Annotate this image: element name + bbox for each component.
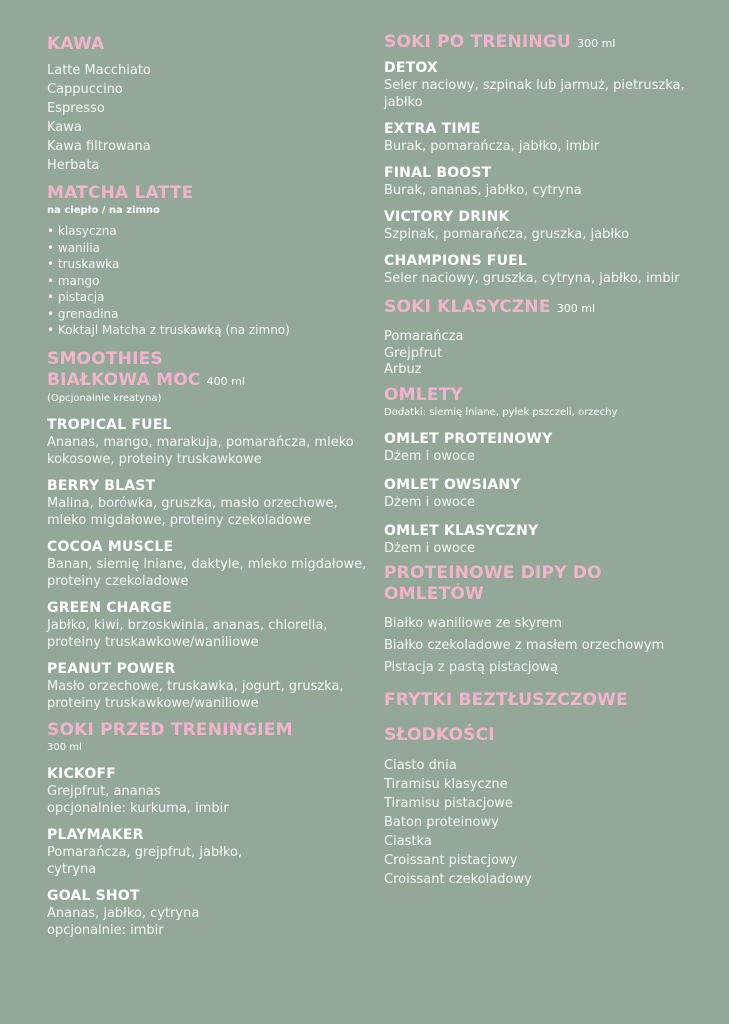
list-item xyxy=(384,165,704,199)
list-item xyxy=(384,121,704,155)
section-title: FRYTKI BEZTŁUSZCZOWE xyxy=(384,689,628,710)
item-desc: Malina, borówka, gruszka, masło orzechowe, mleko migdałowe, proteiny czekoladowe xyxy=(47,495,338,528)
list-item: Baton proteinowy xyxy=(384,814,499,830)
list-item xyxy=(47,766,377,817)
list-item: Grejpfrut xyxy=(384,345,443,361)
dipy-list xyxy=(384,615,704,676)
section-title: KAWA xyxy=(47,34,105,54)
list-item: Herbata xyxy=(47,158,100,173)
section-title-secondary xyxy=(47,370,377,392)
list-item xyxy=(384,523,704,557)
list-item xyxy=(384,60,704,111)
item-name: COCOA MUSCLE xyxy=(47,538,174,555)
item-name: OMLET KLASYCZNY xyxy=(384,522,539,539)
section-title-text: BIAŁKOWA MOC xyxy=(47,369,201,390)
list-item xyxy=(47,478,377,529)
list-item xyxy=(384,477,704,511)
volume-label: 400 ml xyxy=(206,374,245,388)
item-name: TROPICAL FUEL xyxy=(47,416,172,433)
item-desc: Jabłko, kiwi, brzoskwinia, ananas, chlorella, proteiny truskawkowe/waniliowe xyxy=(47,617,328,650)
volume-label: 300 ml xyxy=(47,741,82,753)
list-item: Croissant czekoladowy xyxy=(384,871,532,887)
section-soki-przed xyxy=(47,720,377,939)
item-desc: Ananas, mango, marakuja, pomarańcza, mleko kokosowe, proteiny truskawkowe xyxy=(47,434,354,467)
list-item: • grenadina xyxy=(47,306,119,321)
section-dipy xyxy=(384,563,704,676)
section-soki-klasyczne xyxy=(384,297,704,379)
section-title-row xyxy=(384,32,704,54)
smoothies-list xyxy=(47,417,377,712)
list-item: • wanilia xyxy=(47,240,101,255)
item-name: KICKOFF xyxy=(47,765,116,782)
section-subtitle: na ciepło / na zimno xyxy=(47,205,160,216)
item-desc: Ananas, jabłko, cytryna xyxy=(47,905,200,921)
item-name: DETOX xyxy=(384,60,438,76)
item-desc: Dżem i owoce xyxy=(384,494,476,510)
item-name: VICTORY DRINK xyxy=(384,209,510,225)
list-item xyxy=(47,827,377,878)
volume-label: 300 ml xyxy=(577,37,616,50)
left-column xyxy=(47,32,377,949)
list-item: • truskawka xyxy=(47,257,120,271)
item-name: OMLET OWSIANY xyxy=(384,476,521,493)
list-item: Pistacja z pastą pistacjową xyxy=(384,659,559,675)
list-item xyxy=(47,539,377,590)
list-item xyxy=(384,253,704,287)
item-desc: Seler naciowy, szpinak lub jarmuż, pietruszka, jabłko xyxy=(384,78,685,110)
item-desc: Burak, ananas, jabłko, cytryna xyxy=(384,183,582,198)
item-desc: Seler naciowy, gruszka, cytryna, jabłko, imbir xyxy=(384,271,680,286)
list-item xyxy=(47,888,377,939)
item-name: EXTRA TIME xyxy=(384,121,481,137)
list-item: Tiramisu klasyczne xyxy=(384,776,508,792)
section-title: MATCHA LATTE xyxy=(47,183,194,203)
item-name: PEANUT POWER xyxy=(47,660,176,677)
item-name: BERRY BLAST xyxy=(47,477,156,494)
section-note: (Opcjonalnie kreatyna) xyxy=(47,392,162,404)
list-item: • pistacja xyxy=(47,290,105,304)
list-item: • Koktajl Matcha z truskawką (na zimno) xyxy=(47,323,290,337)
item-desc-optional: opcjonalnie: kurkuma, imbir xyxy=(47,800,229,816)
section-matcha xyxy=(47,183,377,339)
section-title: SMOOTHIES xyxy=(47,348,163,369)
item-desc: Burak, pomarańcza, jabłko, imbir xyxy=(384,139,600,154)
item-desc: Pomarańcza, grejpfrut, jabłko, cytryna xyxy=(47,844,243,877)
item-desc: Dżem i owoce xyxy=(384,448,476,464)
item-name: GOAL SHOT xyxy=(47,887,140,904)
section-omlety xyxy=(384,385,704,557)
item-name: PLAYMAKER xyxy=(47,826,144,843)
list-item: Ciastka xyxy=(384,833,432,849)
list-item: Espresso xyxy=(47,101,105,116)
list-item: Kawa xyxy=(47,120,82,135)
item-desc: Masło orzechowe, truskawka, jogurt, gruszka, proteiny truskawkowe/waniliowe xyxy=(47,678,344,711)
item-name: FINAL BOOST xyxy=(384,165,492,181)
list-item: • klasyczna xyxy=(47,224,117,238)
section-kawa xyxy=(47,34,377,175)
section-soki-po xyxy=(384,32,704,287)
item-desc: Banan, siemię lniane, daktyle, mleko migdałowe, proteiny czekoladowe xyxy=(47,556,367,589)
item-name: CHAMPIONS FUEL xyxy=(384,253,528,269)
item-name: OMLET PROTEINOWY xyxy=(384,430,553,447)
section-note: Dodatki: siemię lniane, pyłek pszczeli, orzechy xyxy=(384,406,618,418)
list-item: Białko waniliowe ze skyrem xyxy=(384,615,562,631)
soki-po-list xyxy=(384,60,704,287)
list-item: Cappuccino xyxy=(47,82,123,97)
item-desc: Dżem i owoce xyxy=(384,540,476,556)
list-item: Ciasto dnia xyxy=(384,757,457,773)
list-item: Tiramisu pistacjowe xyxy=(384,795,513,811)
list-item xyxy=(384,209,704,243)
section-frytki xyxy=(384,690,704,711)
item-desc: Grejpfrut, ananas xyxy=(47,783,161,799)
list-item xyxy=(47,661,377,712)
kawa-list xyxy=(47,61,377,175)
list-item xyxy=(384,431,704,465)
list-item: Białko czekoladowe z masłem orzechowym xyxy=(384,637,665,653)
matcha-list xyxy=(47,223,377,339)
section-title: SOKI PRZED TRENINGIEM xyxy=(47,719,293,740)
list-item: Croissant pistacjowy xyxy=(384,852,518,868)
section-smoothies xyxy=(47,349,377,712)
list-item: Pomarańcza xyxy=(384,329,464,344)
omlety-list xyxy=(384,431,704,557)
section-title-row xyxy=(384,297,704,319)
right-column xyxy=(384,32,704,889)
section-title: OMLETY xyxy=(384,384,463,405)
list-item xyxy=(47,417,377,468)
item-desc: Szpinak, pomarańcza, gruszka, jabłko xyxy=(384,227,630,242)
soki-przed-list xyxy=(47,766,377,939)
section-title: SOKI PO TRENINGU xyxy=(384,32,571,52)
section-title: SOKI KLASYCZNE xyxy=(384,297,551,317)
list-item xyxy=(47,600,377,651)
list-item: Kawa filtrowana xyxy=(47,139,151,154)
list-item: Latte Macchiato xyxy=(47,63,151,78)
section-slodkosci xyxy=(384,725,704,889)
volume-label: 300 ml xyxy=(556,302,596,315)
item-desc-optional: opcjonalnie: imbir xyxy=(47,922,164,938)
item-name: GREEN CHARGE xyxy=(47,599,173,616)
soki-klasyczne-list xyxy=(384,329,704,379)
slodkosci-list xyxy=(384,756,704,889)
section-title: PROTEINOWE DIPY DO OMLETÓW xyxy=(384,562,602,604)
list-item: • mango xyxy=(47,273,100,288)
section-title: SŁODKOŚCI xyxy=(384,724,495,745)
list-item: Arbuz xyxy=(384,362,422,377)
